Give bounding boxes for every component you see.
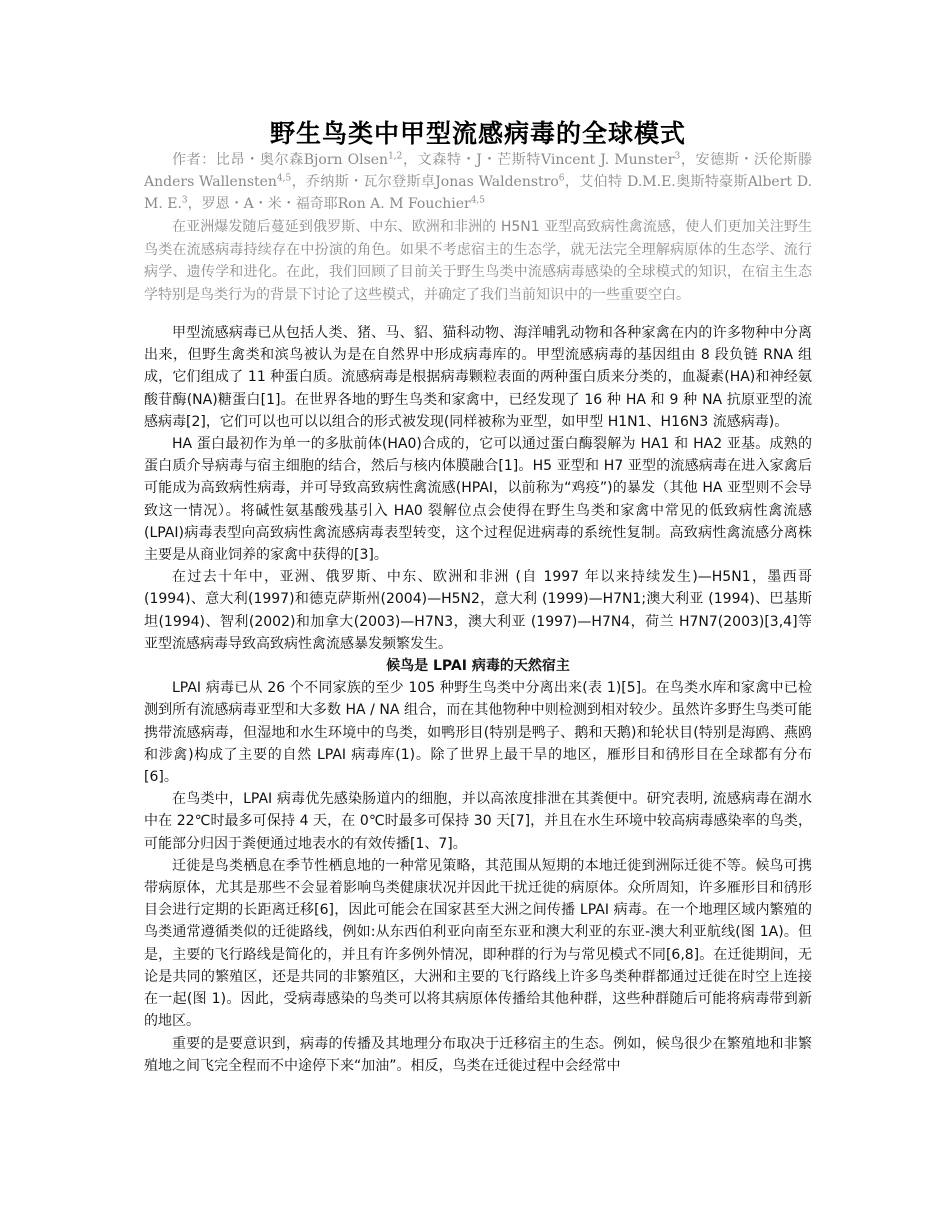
author-prefix: 作者：: [172, 152, 216, 168]
body-paragraph: 甲型流感病毒已从包括人类、猪、马、貂、猫科动物、海洋哺乳动物和各种家禽在内的许多物种中分离出来，但野生禽类和滨鸟被认为是在自然界中形成病毒库的。甲型流感病毒的基因组由 8 段负链 RNA 组成，它们组成了 11 种蛋白质。流感病毒是根据病毒颗粒表面的两种蛋白质来分类的，血凝素(HA)和神经氨酸苷酶(NA)糖蛋白[1]。在世界各地的野生鸟类和家禽中，已经发现了 16 种 HA 和 9 种 NA 抗原亚型的流感病毒[2]，它们可以也可以以组合的形式被发现(同样被称为亚型，如甲型 H1N1、H16N3 流感病毒)。: [144, 325, 812, 430]
section-heading: 候鸟是 LPAI 病毒的天然宿主: [386, 658, 570, 675]
author-affiliation: 3: [181, 195, 188, 206]
author-affiliation: 4,5: [276, 173, 292, 184]
body-paragraph: 在过去十年中，亚洲、俄罗斯、中东、欧洲和非洲 (自 1997 年以来持续发生)—H5N1，墨西哥(1994)、意大利(1997)和德克萨斯州(2004)—H5N2，意大利 (1999)—H7N1;澳大利亚 (1994)、巴基斯坦(1994)、智利(2002)和加拿大(2003)—H7N3，澳大利亚 (1997)—H7N4，荷兰 H7N7(2003)[3,4]等亚型流感病毒导致高致病性禽流感暴发频繁发生。: [144, 569, 812, 652]
abstract: 在亚洲爆发随后蔓延到俄罗斯、中东、欧洲和非洲的 H5N1 亚型高致病性禽流感，使人们更加关注野生鸟类在流感病毒持续存在中扮演的角色。如果不考虑宿主的生态学，就无法完全理解病原体的生态学、流行病学、遗传学和进化。在此，我们回顾了目前关于野生鸟类中流感病毒感染的全球模式的知识，在宿主生态学特别是鸟类行为的背景下讨论了这些模式，并确定了我们当前知识中的一些重要空白。: [144, 219, 812, 303]
body-paragraph: 迁徙是鸟类栖息在季节性栖息地的一种常见策略，其范围从短期的本地迁徙到洲际迁徙不等。候鸟可携带病原体，尤其是那些不会显着影响鸟类健康状况并因此干扰迁徙的病原体。众所周知，许多雁形目和鸻形目会进行定期的长距离迁移[6]，因此可能会在国家甚至大洲之间传播 LPAI 病毒。在一个地理区域内繁殖的鸟类通常遵循类似的迁徙路线，例如:从东西伯利亚向南至东亚和澳大利亚的东亚-澳大利亚航线(图 1A)。但是，主要的飞行路线是简化的，并且有许多例外情况，即种群的行为与常见模式不同[6,8]。在迁徙期间，无论是共同的繁殖区，还是共同的非繁殖区，大洲和主要的飞行路线上许多鸟类种群都通过迁徙在时空上连接在一起(图 1)。因此，受病毒感染的鸟类可以将其病原体传播给其他种群，这些种群随后可能将病毒带到新的地区。: [144, 857, 812, 1030]
author-affiliation: 6: [558, 173, 565, 184]
body-paragraph: LPAI 病毒已从 26 个不同家族的至少 105 种野生鸟类中分离出来(表 1)[5]。在鸟类水库和家禽中已检测到所有流感病毒亚型和大多数 HA / NA 组合，而在其他物种中则检测到相对较少。虽然许多野生鸟类可能携带流感病毒，但湿地和水生环境中的鸟类，如鸭形目(特别是鸭子、鹅和天鹅)和轮状目(特别是海鸥、燕鸥和涉禽)构成了主要的自然 LPAI 病毒库(1)。除了世界上最干旱的地区，雁形目和鸻形目在全球都有分布[6]。: [144, 680, 812, 786]
author-name: 艾伯特 D.M.E.奥斯特豪斯Albert D. M. E.: [144, 174, 813, 212]
author-name: 乔纳斯・瓦尔登斯卓Jonas Waldenstro: [306, 174, 559, 190]
author-separator: ，: [680, 152, 696, 168]
author-affiliation: 4,5: [470, 195, 486, 206]
body-paragraph: 在鸟类中，LPAI 病毒优先感染肠道内的细胞，并以高浓度排泄在其粪便中。研究表明, 流感病毒在湖水中在 22℃时最多可保持 4 天，在 0℃时最多可保持 30 天[7]，并且在水生环境中较高病毒感染率的鸟类，可能部分归因于粪便通过地表水的有效传播[1、7]。: [144, 791, 812, 852]
author-affiliation: 1,2: [388, 151, 403, 162]
author-name: 罗恩・A・米・福奇耶Ron A. M Fouchier: [201, 196, 471, 212]
author-list: [144, 149, 812, 215]
author-affiliation: 3: [674, 151, 681, 162]
author-separator: ，: [564, 174, 580, 190]
body-paragraph: HA 蛋白最初作为单一的多肽前体(HA0)合成的，它可以通过蛋白酶裂解为 HA1 和 HA2 亚基。成熟的蛋白质介导病毒与宿主细胞的结合，然后与核内体膜融合[1]。H5 亚型和 H7 亚型的流感病毒在进入家禽后可能成为高致病性病毒，并可导致高致病性禽流感(HPAI，以前称为“鸡疫”)的暴发（其他 HA 亚型则不会导致这一情况）。将碱性氨基酸残基引入 HA0 裂解位点会使得在野生鸟类和家禽中常见的低致病性禽流感(LPAI)病毒表型向高致病性禽流感病毒表型转变，这个过程促进病毒的系统性复制。高致病性禽流感分离株主要是从商业饲养的家禽中获得的[3]。: [144, 436, 812, 564]
author-separator: ，: [291, 174, 306, 190]
body-paragraph: 重要的是要意识到，病毒的传播及其地理分布取决于迁移宿主的生态。例如，候鸟很少在繁殖地和非繁殖地之间飞完全程而不中途停下来“加油”。相反，鸟类在迁徙过程中会经常中: [144, 1035, 812, 1074]
author-name: 安德斯・沃伦斯滕Anders Wallensten: [144, 152, 812, 190]
article-body: [144, 322, 812, 1077]
author-separator: ，: [402, 152, 418, 168]
paper-title: 野生鸟类中甲型流感病毒的全球模式: [269, 119, 686, 148]
author-separator: ，: [187, 196, 202, 212]
author-name: 文森特・J・芒斯特Vincent J. Munster: [417, 152, 675, 168]
author-name: 比昂・奥尔森Bjorn Olsen: [215, 152, 389, 168]
